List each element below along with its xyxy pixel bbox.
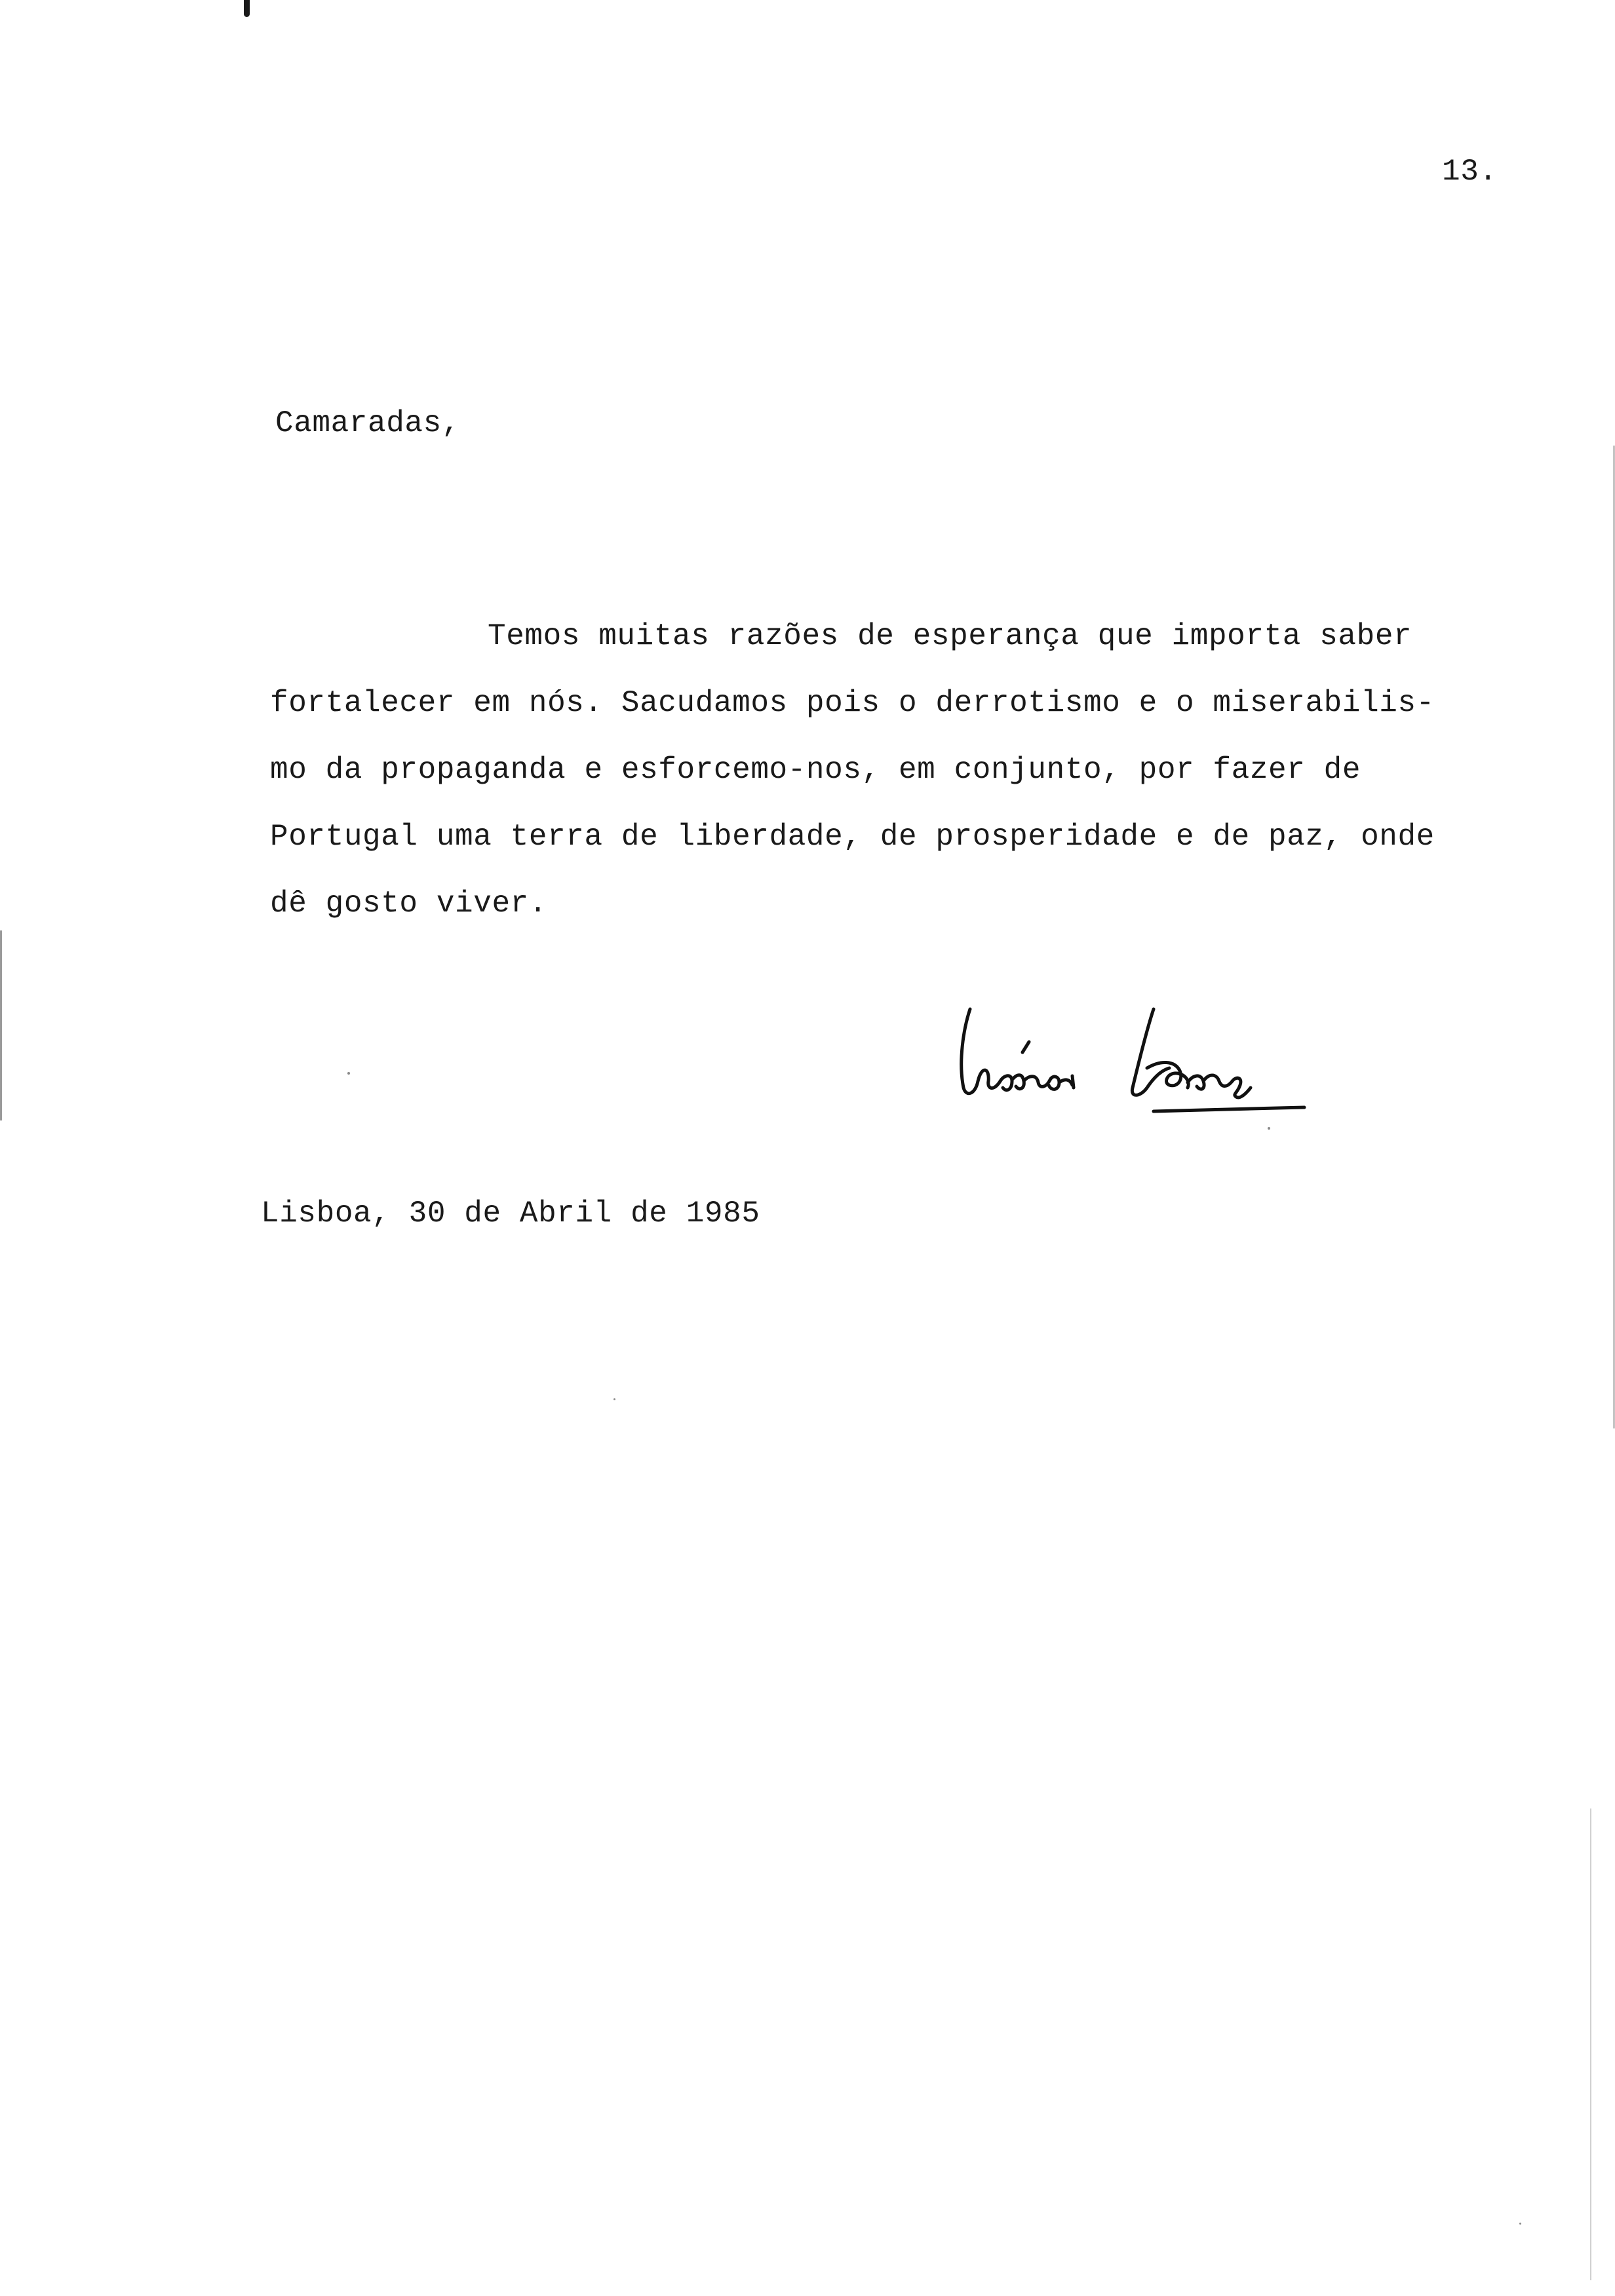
salutation: Camaradas, — [275, 406, 461, 440]
scan-speck — [613, 1398, 615, 1400]
paragraph-line: mo da propaganda e esforcemo-nos, em conjunto, por fazer de — [270, 753, 1361, 787]
paragraph-line: Portugal uma terra de liberdade, de prosperidade e de paz, onde — [270, 820, 1435, 854]
page-number: 13. — [1442, 155, 1498, 189]
handwritten-signature — [944, 989, 1311, 1134]
scan-speck — [347, 1072, 350, 1075]
body-paragraph — [270, 603, 1515, 937]
scan-artifact-mark — [244, 0, 250, 17]
place-date: Lisboa, 30 de Abril de 1985 — [261, 1196, 760, 1231]
paragraph-line: dê gosto viver. — [270, 887, 548, 921]
scan-edge-right-lower — [1590, 1808, 1591, 2280]
paragraph-line: fortalecer em nós. Sacudamos pois o derrotismo e o miserabilis- — [270, 686, 1435, 720]
scan-speck — [1519, 2223, 1521, 2225]
paragraph-line: Temos muitas razões de esperança que importa saber — [488, 619, 1412, 653]
scan-edge-left — [0, 930, 2, 1120]
